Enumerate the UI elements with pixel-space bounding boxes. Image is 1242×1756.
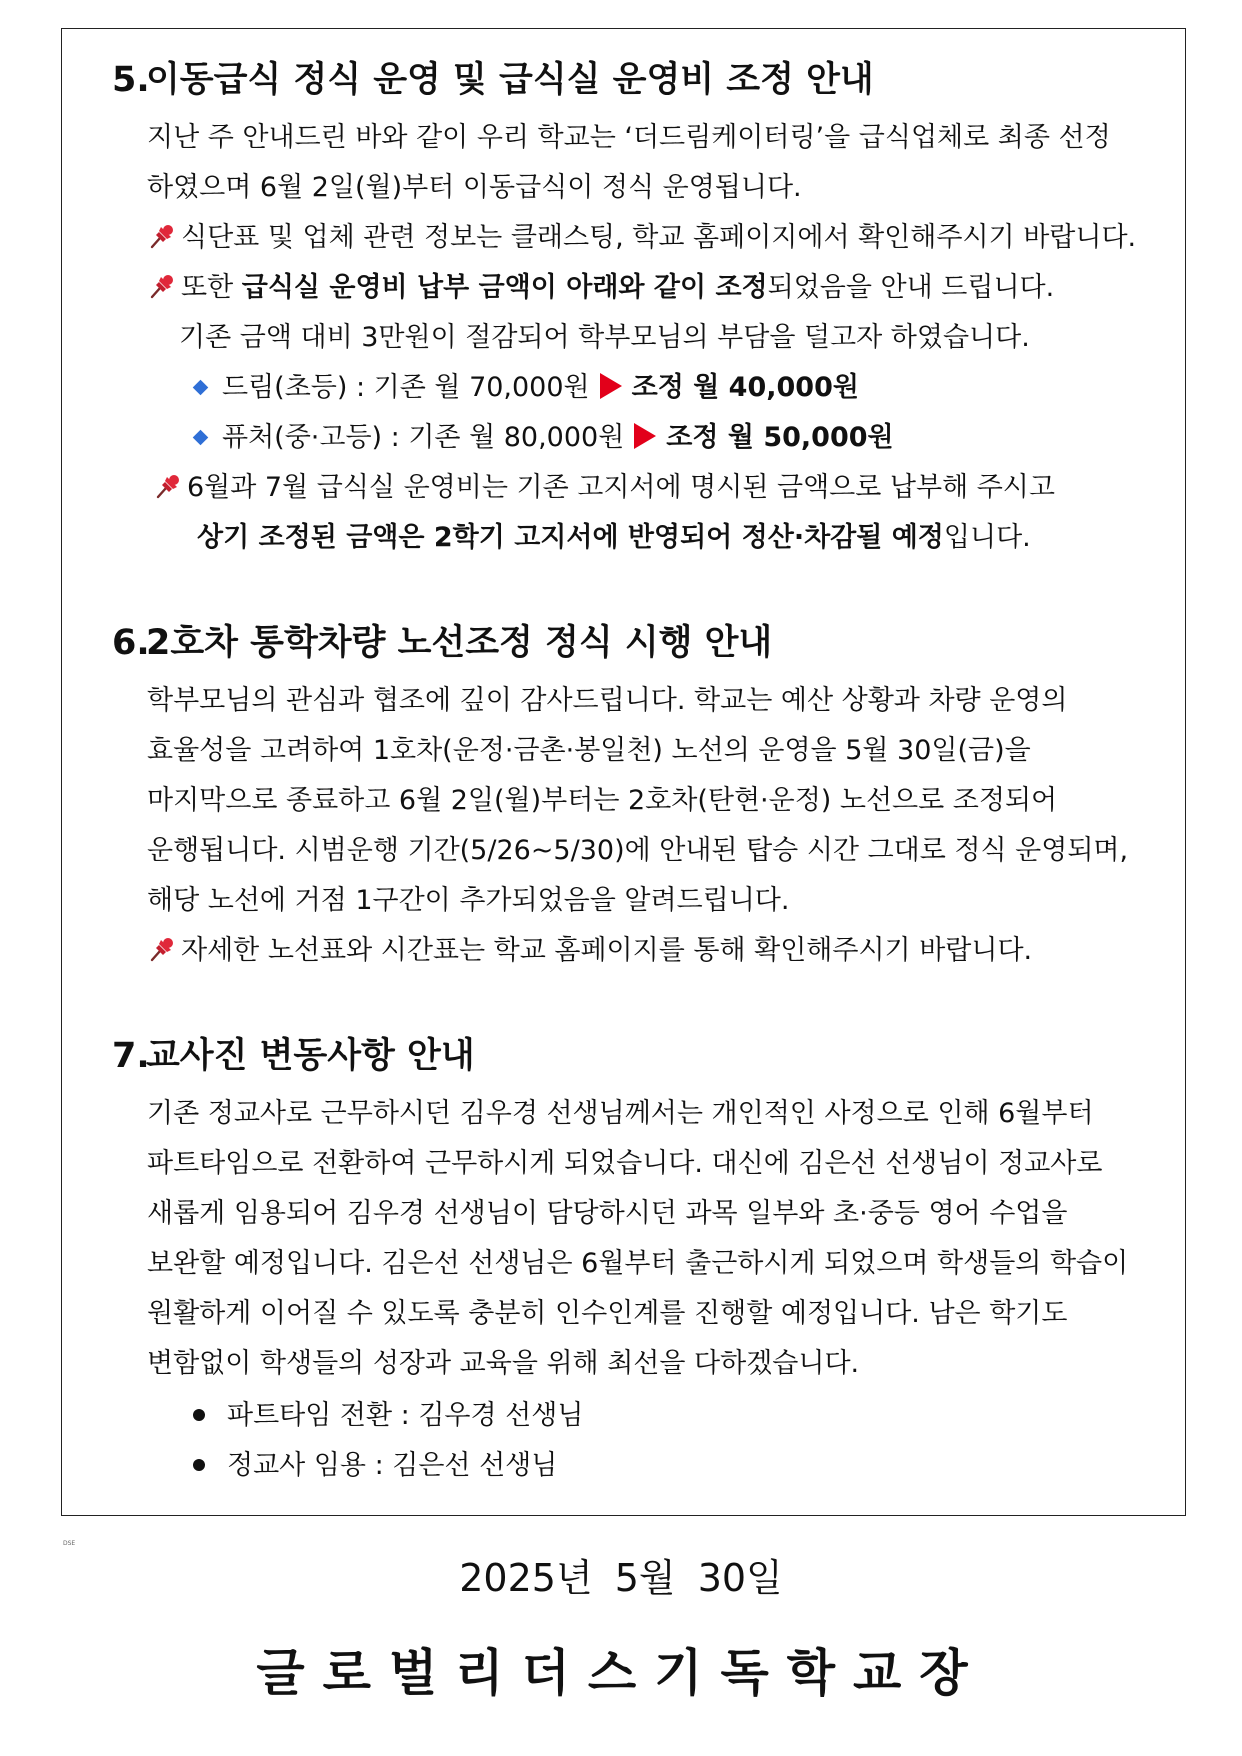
section-5-title: 이동급식 정식 운영 및 급식실 운영비 조정 안내: [146, 60, 874, 100]
section-6-para-line: 효율성을 고려하여 1호차(운정·금촌·봉일천) 노선의 운영을 5월 30일(금)을: [147, 735, 1031, 766]
section-7-title: 교사진 변동사항 안내: [146, 1036, 475, 1076]
fee-item-future: [189, 421, 894, 455]
pin-note-1-text: 식단표 및 업체 관련 정보는 클래스팅, 학교 홈페이지에서 확인해주시기 바랍니다.: [181, 222, 1137, 253]
pushpin-icon: [147, 271, 177, 301]
principal-signature-line: 글로벌리더스기독학교장: [256, 1644, 986, 1702]
section-7-para-line: 원활하게 이어질 수 있도록 충분히 인수인계를 진행할 예정입니다. 남은 학기도: [147, 1298, 1068, 1329]
section-6-para-line: 운행됩니다. 시범운행 기간(5/26~5/30)에 안내된 탑승 시간 그대로 정식 운영되며,: [147, 835, 1129, 866]
pin-note-2-pre: 또한: [181, 272, 242, 303]
staff-bullet-text: 정교사 임용 : 김은선 선생님: [227, 1450, 558, 1481]
section-5-pin-note-2: [147, 271, 1054, 305]
notice-box: [61, 28, 1186, 1516]
section-5-para-line-1: 지난 주 안내드린 바와 같이 우리 학교는 ‘더드림케이터링’을 급식업체로 최종 선정: [147, 122, 1111, 153]
red-arrow-icon: [600, 373, 622, 399]
section-6-heading: [112, 622, 772, 664]
fee-item-adjusted: 조정 월 40,000원: [631, 372, 859, 403]
section-6-para-line: 마지막으로 종료하고 6월 2일(월)부터는 2호차(탄현·운정) 노선으로 조정되어: [147, 785, 1058, 816]
fee-item-label: 퓨처(중·고등) : 기존 월 80,000원: [222, 422, 625, 453]
section-5-number: 5.: [112, 60, 150, 100]
section-6-title: 2호차 통학차량 노선조정 정식 시행 안내: [146, 623, 773, 663]
section-5-pin-note-3: [153, 471, 1055, 505]
pin-note-3-text: 6월과 7월 급식실 운영비는 기존 고지서에 명시된 금액으로 납부해 주시고: [187, 472, 1055, 503]
diamond-bullet-icon: [193, 429, 209, 445]
pushpin-icon: [153, 471, 183, 501]
section-7-para-line: 파트타임으로 전환하여 근무하시게 되었습니다. 대신에 김은선 선생님이 정교사로: [147, 1148, 1103, 1179]
section-6-para-line: 학부모님의 관심과 협조에 깊이 감사드립니다. 학교는 예산 상황과 차량 운영의: [147, 685, 1068, 716]
section-5-savings-note: 기존 금액 대비 3만원이 절감되어 학부모님의 부담을 덜고자 하였습니다.: [179, 322, 1030, 353]
fee-item-dream: [189, 371, 859, 405]
bullet-dot-icon: [193, 1459, 205, 1471]
section-7-heading: [112, 1035, 475, 1077]
pushpin-icon: [147, 221, 177, 251]
section-5-pin-note-1: [147, 221, 1136, 255]
pin-note-2-post: 되었음을 안내 드립니다.: [767, 272, 1055, 303]
issue-date: 2025년 5월 30일: [459, 1556, 783, 1600]
section-7-number: 7.: [112, 1036, 150, 1076]
section-6-pin-note: [147, 934, 1032, 968]
pin-note-2-bold: 급식실 운영비 납부 금액이 아래와 같이 조정: [241, 272, 768, 303]
staff-bullet-text: 파트타임 전환 : 김우경 선생님: [227, 1400, 584, 1431]
section-7-para-line: 기존 정교사로 근무하시던 김우경 선생님께서는 개인적인 사정으로 인해 6월부터: [147, 1098, 1094, 1129]
red-arrow-icon: [634, 423, 656, 449]
tiny-mark: DSE: [63, 1540, 76, 1547]
bullet-dot-icon: [193, 1409, 205, 1421]
section-6-pin-text: 자세한 노선표와 시간표는 학교 홈페이지를 통해 확인해주시기 바랍니다.: [181, 935, 1033, 966]
section-7-para-line: 변함없이 학생들의 성장과 교육을 위해 최선을 다하겠습니다.: [147, 1348, 860, 1379]
pushpin-icon: [147, 934, 177, 964]
fee-item-label: 드림(초등) : 기존 월 70,000원: [222, 372, 590, 403]
section-7-para-line: 보완할 예정입니다. 김은선 선생님은 6월부터 출근하시게 되었으며 학생들의 학습이: [147, 1248, 1129, 1279]
section-5-heading: [112, 59, 874, 101]
section-6-para-line: 해당 노선에 거점 1구간이 추가되었음을 알려드립니다.: [147, 885, 790, 916]
staff-bullet-item: [187, 1399, 583, 1433]
section-6-number: 6.: [112, 623, 150, 663]
staff-bullet-item: [187, 1449, 557, 1483]
fee-item-adjusted: 조정 월 50,000원: [666, 422, 894, 453]
section-5-final-line: [197, 521, 1031, 555]
section-7-para-line: 새롭게 임용되어 김우경 선생님이 담당하시던 과목 일부와 초·중등 영어 수업을: [147, 1198, 1068, 1229]
final-line-bold: 상기 조정된 금액은 2학기 고지서에 반영되어 정산·차감될 예정: [197, 522, 944, 553]
section-5-para-line-2: 하였으며 6월 2일(월)부터 이동급식이 정식 운영됩니다.: [147, 172, 802, 203]
final-line-post: 입니다.: [943, 522, 1031, 553]
diamond-bullet-icon: [193, 379, 209, 395]
